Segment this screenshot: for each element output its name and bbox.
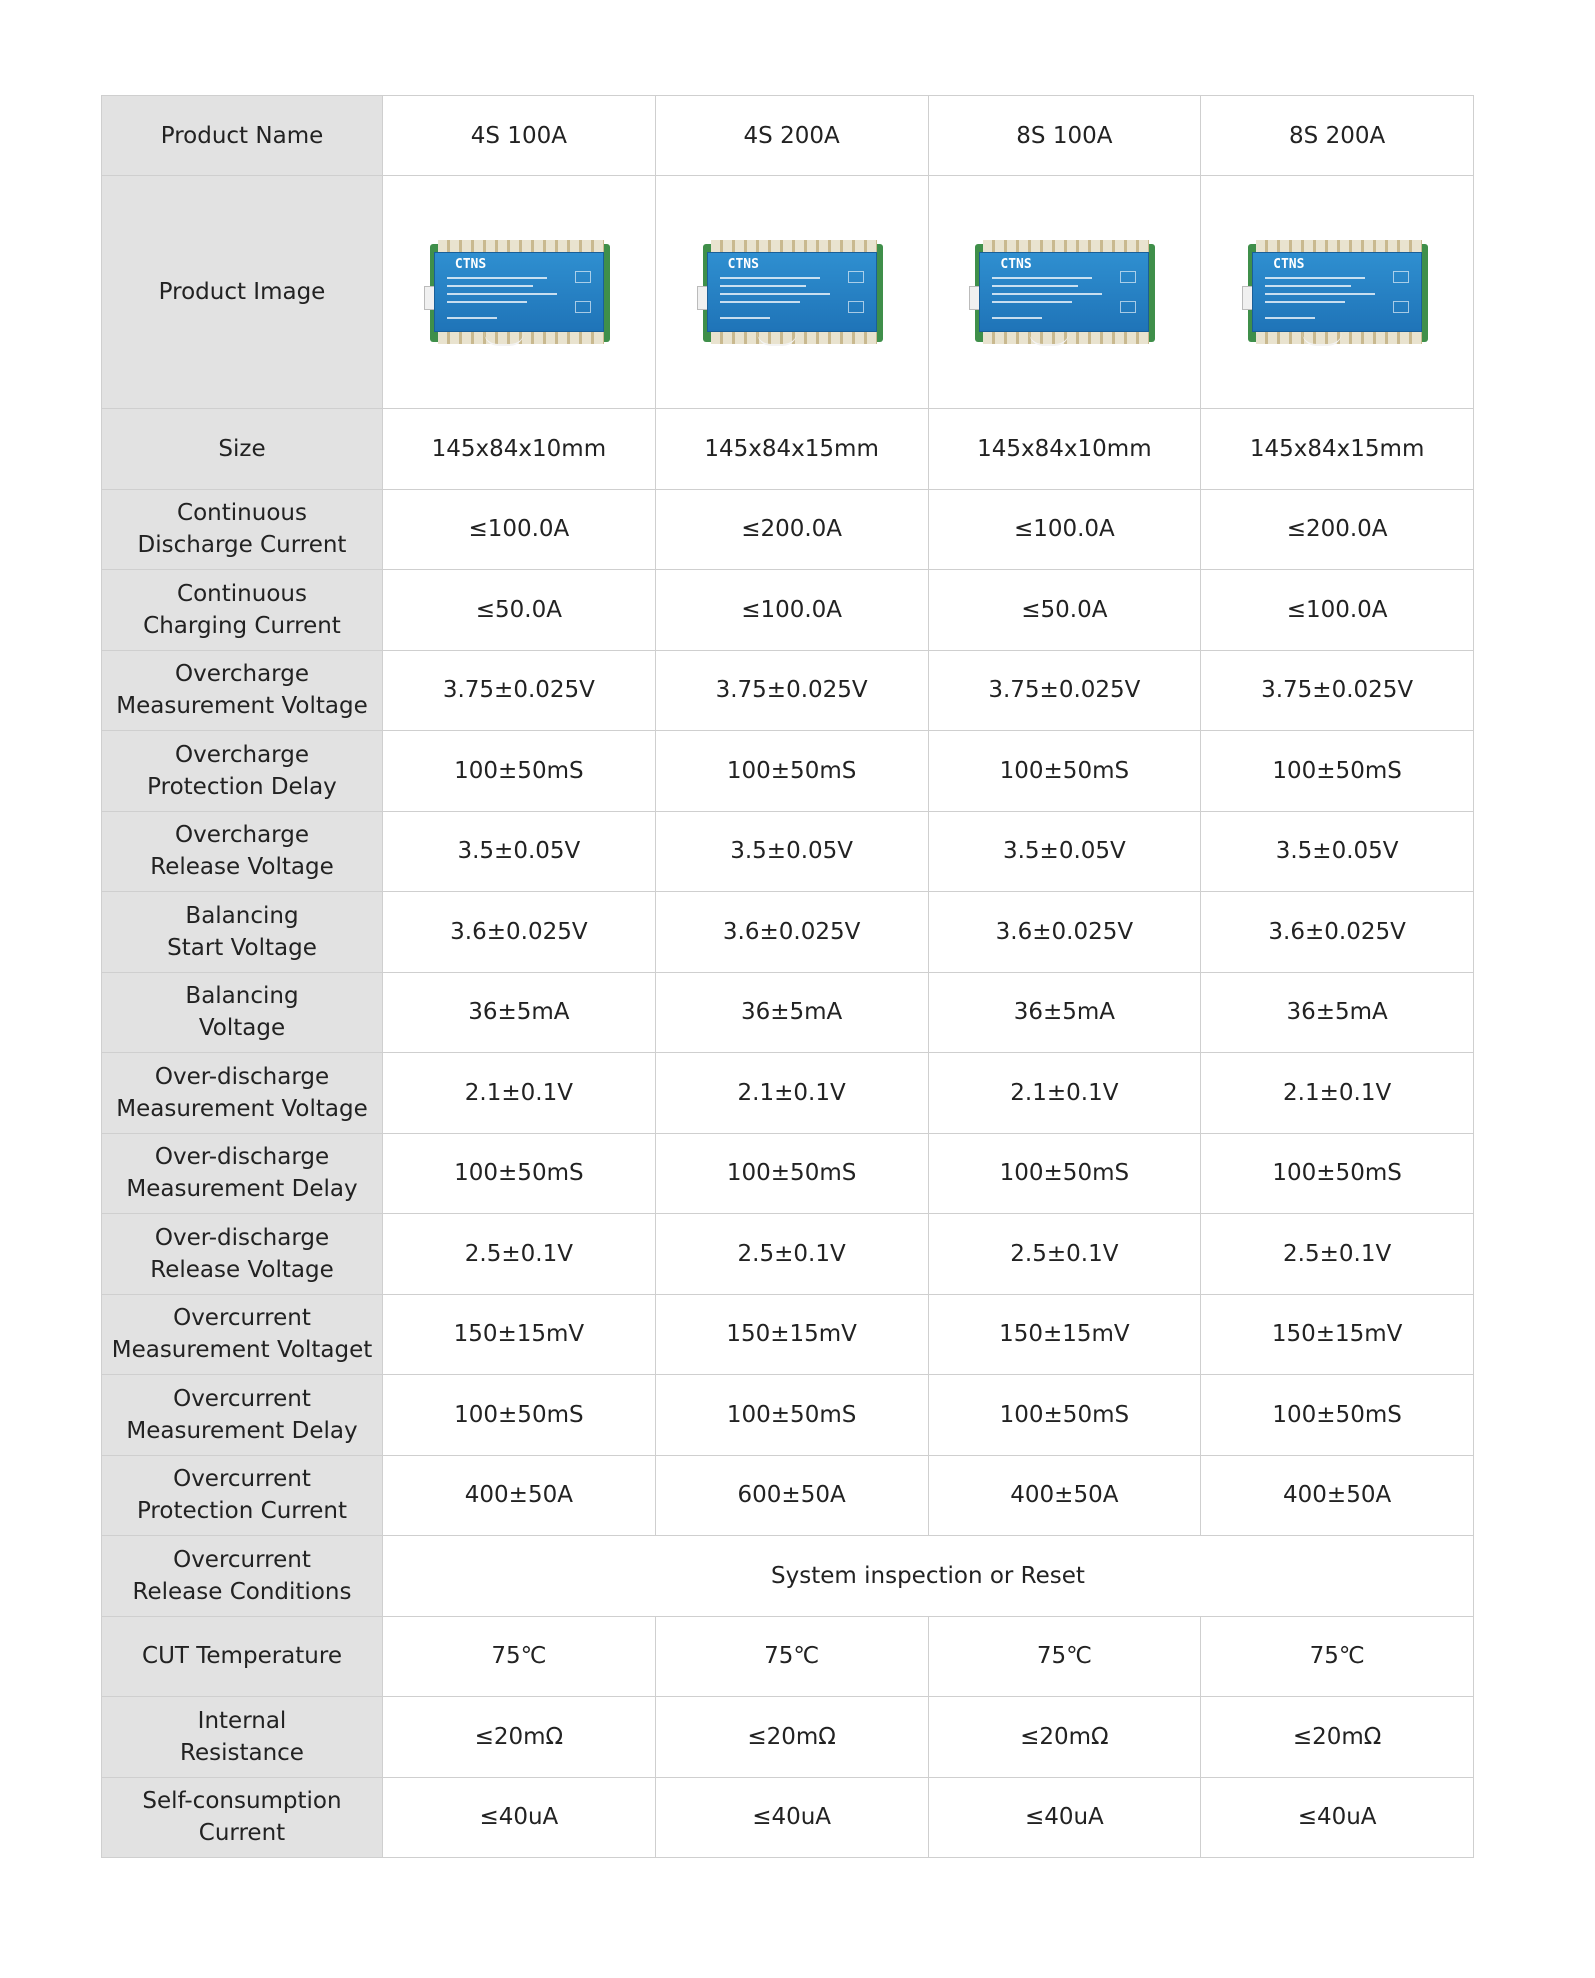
spec-table (101, 95, 1474, 1858)
spec-value: 3.6±0.025V (383, 892, 656, 973)
spec-row (102, 731, 1474, 812)
spec-value: 100±50mS (1201, 1133, 1474, 1214)
spec-value: 3.5±0.05V (655, 811, 928, 892)
spec-value: 2.5±0.1V (928, 1214, 1201, 1295)
spec-label: Balancing Voltage (102, 972, 383, 1053)
spec-value: ≤40uA (655, 1777, 928, 1858)
spec-value: 100±50mS (383, 1133, 656, 1214)
spec-value: 3.75±0.025V (928, 650, 1201, 731)
spec-row (102, 972, 1474, 1053)
spec-label: Over-discharge Measurement Voltage (102, 1053, 383, 1134)
spec-row (102, 1616, 1474, 1697)
spec-value: 36±5mA (383, 972, 656, 1053)
spec-label: Overcharge Release Voltage (102, 811, 383, 892)
spec-value: 3.75±0.025V (655, 650, 928, 731)
board-brand-label: CTNS (1000, 257, 1032, 272)
spec-row (102, 489, 1474, 570)
size-value: 145x84x10mm (928, 409, 1201, 490)
size-value: 145x84x15mm (1201, 409, 1474, 490)
spec-label: Over-discharge Release Voltage (102, 1214, 383, 1295)
model-name: 4S 200A (655, 96, 928, 176)
spec-label: Over-discharge Measurement Delay (102, 1133, 383, 1214)
spec-row (102, 1697, 1474, 1778)
spec-row (102, 1294, 1474, 1375)
spec-value: 100±50mS (928, 731, 1201, 812)
spec-value: 100±50mS (655, 1133, 928, 1214)
product-image-cell (928, 176, 1201, 409)
product-name-row (102, 96, 1474, 176)
spec-value: 100±50mS (1201, 731, 1474, 812)
spec-value: 400±50A (383, 1455, 656, 1536)
board-brand-label: CTNS (454, 257, 487, 272)
spec-value: 36±5mA (1201, 972, 1474, 1053)
board-brand-label: CTNS (1273, 257, 1305, 272)
board-brand-label: CTNS (727, 257, 759, 272)
spec-value: 100±50mS (655, 731, 928, 812)
spec-value: 75℃ (1201, 1616, 1474, 1697)
spec-value: 100±50mS (928, 1375, 1201, 1456)
spec-row (102, 1375, 1474, 1456)
bms-board-image (1242, 236, 1432, 348)
spec-value: ≤20mΩ (1201, 1697, 1474, 1778)
spec-value-merged: System inspection or Reset (383, 1536, 1474, 1617)
spec-label: Continuous Charging Current (102, 570, 383, 651)
product-image-cell (1201, 176, 1474, 409)
spec-value: ≤100.0A (928, 489, 1201, 570)
spec-value: 3.5±0.05V (383, 811, 656, 892)
model-name: 8S 200A (1201, 96, 1474, 176)
spec-value: 3.5±0.05V (928, 811, 1201, 892)
spec-value: 600±50A (655, 1455, 928, 1536)
spec-value: 400±50A (1201, 1455, 1474, 1536)
spec-value: 36±5mA (928, 972, 1201, 1053)
row-label-product-name: Product Name (102, 96, 383, 176)
spec-value: ≤200.0A (1201, 489, 1474, 570)
bms-board-image (424, 236, 614, 348)
spec-value: 100±50mS (383, 731, 656, 812)
spec-value: 3.6±0.025V (655, 892, 928, 973)
spec-value: 75℃ (655, 1616, 928, 1697)
spec-value: ≤40uA (1201, 1777, 1474, 1858)
spec-value: 150±15mV (928, 1294, 1201, 1375)
spec-value: 75℃ (928, 1616, 1201, 1697)
spec-value: 3.5±0.05V (1201, 811, 1474, 892)
spec-value: ≤40uA (383, 1777, 656, 1858)
spec-value: 3.6±0.025V (1201, 892, 1474, 973)
product-image-cell (383, 176, 656, 409)
spec-row (102, 1214, 1474, 1295)
spec-value: ≤40uA (928, 1777, 1201, 1858)
spec-value: 3.75±0.025V (1201, 650, 1474, 731)
spec-label: Overcharge Protection Delay (102, 731, 383, 812)
size-value: 145x84x10mm (383, 409, 656, 490)
spec-value: ≤20mΩ (928, 1697, 1201, 1778)
spec-table-body (102, 96, 1474, 1858)
spec-label: Overcurrent Measurement Voltaget (102, 1294, 383, 1375)
spec-label: Self-consumption Current (102, 1777, 383, 1858)
spec-row (102, 892, 1474, 973)
spec-value: 2.1±0.1V (928, 1053, 1201, 1134)
spec-value: 100±50mS (383, 1375, 656, 1456)
spec-label: Internal Resistance (102, 1697, 383, 1778)
row-label-size: Size (102, 409, 383, 490)
spec-value: ≤100.0A (383, 489, 656, 570)
size-value: 145x84x15mm (655, 409, 928, 490)
spec-value: 2.1±0.1V (655, 1053, 928, 1134)
spec-value: 150±15mV (655, 1294, 928, 1375)
spec-value: 150±15mV (383, 1294, 656, 1375)
spec-label: Overcurrent Release Conditions (102, 1536, 383, 1617)
spec-value: ≤20mΩ (655, 1697, 928, 1778)
spec-value: 100±50mS (655, 1375, 928, 1456)
spec-row (102, 811, 1474, 892)
spec-label: Overcharge Measurement Voltage (102, 650, 383, 731)
spec-value: ≤20mΩ (383, 1697, 656, 1778)
spec-value: ≤50.0A (383, 570, 656, 651)
spec-value: 400±50A (928, 1455, 1201, 1536)
spec-row (102, 1536, 1474, 1617)
bms-board-image (969, 236, 1159, 348)
spec-row (102, 570, 1474, 651)
product-image-cell (655, 176, 928, 409)
spec-label: Overcurrent Measurement Delay (102, 1375, 383, 1456)
spec-value: 100±50mS (928, 1133, 1201, 1214)
spec-value: 3.6±0.025V (928, 892, 1201, 973)
spec-row (102, 650, 1474, 731)
spec-value: 75℃ (383, 1616, 656, 1697)
row-label-product-image: Product Image (102, 176, 383, 409)
spec-value: ≤50.0A (928, 570, 1201, 651)
spec-row (102, 1053, 1474, 1134)
spec-value: 36±5mA (655, 972, 928, 1053)
spec-value: ≤200.0A (655, 489, 928, 570)
spec-row (102, 1455, 1474, 1536)
size-row (102, 409, 1474, 490)
spec-value: 150±15mV (1201, 1294, 1474, 1375)
spec-value: 2.5±0.1V (655, 1214, 928, 1295)
spec-label: Balancing Start Voltage (102, 892, 383, 973)
spec-value: 2.5±0.1V (383, 1214, 656, 1295)
spec-value: ≤100.0A (655, 570, 928, 651)
spec-value: 2.1±0.1V (383, 1053, 656, 1134)
spec-value: 100±50mS (1201, 1375, 1474, 1456)
spec-label: Continuous Discharge Current (102, 489, 383, 570)
spec-value: 2.1±0.1V (1201, 1053, 1474, 1134)
model-name: 8S 100A (928, 96, 1201, 176)
spec-value: 3.75±0.025V (383, 650, 656, 731)
model-name: 4S 100A (383, 96, 656, 176)
product-image-row (102, 176, 1474, 409)
bms-board-image (697, 236, 887, 348)
spec-row (102, 1777, 1474, 1858)
spec-value: 2.5±0.1V (1201, 1214, 1474, 1295)
spec-label: CUT Temperature (102, 1616, 383, 1697)
spec-label: Overcurrent Protection Current (102, 1455, 383, 1536)
spec-row (102, 1133, 1474, 1214)
spec-value: ≤100.0A (1201, 570, 1474, 651)
